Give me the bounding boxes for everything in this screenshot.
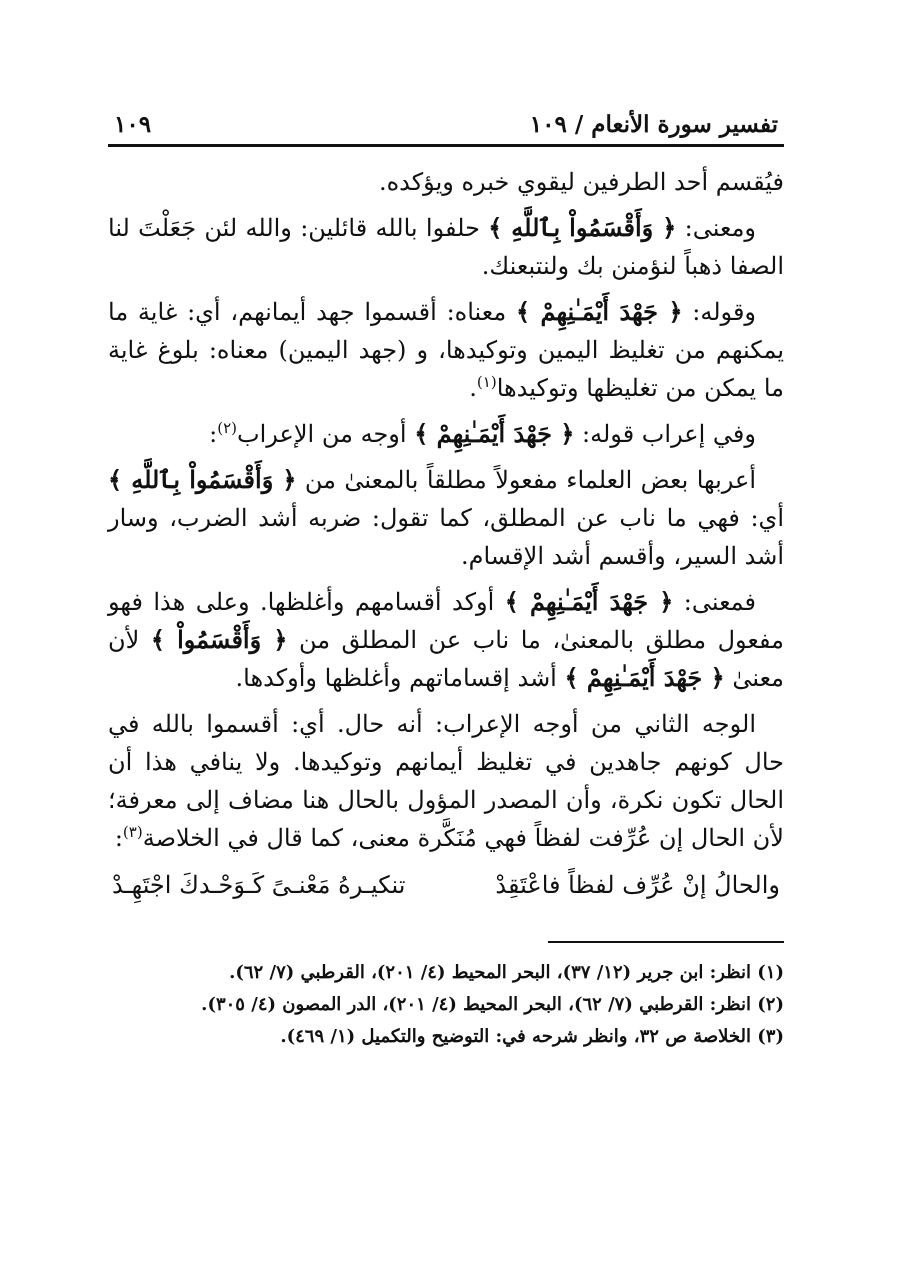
quran-quote: ﴿ جَهْدَ أَيْمَـٰنِهِمْ ﴾ xyxy=(414,419,575,448)
paragraph-text: وفي إعراب قوله: xyxy=(574,420,756,448)
verse-second-hemistich: تنكيـرهُ مَعْنـىً كَـوَحْـدكَ اجْتَهِـدْ xyxy=(112,871,406,899)
footnote: (٣) الخلاصة ص ٣٢، وانظر شرحه في: التوضيح والتكميل (١/ ٤٦٩). xyxy=(280,1026,784,1047)
footnote: (٢) انظر: القرطبي (٧/ ٦٢)، البحر المحيط (٤/ ٢٠١)، الدر المصون (٤/ ٣٠٥). xyxy=(201,994,784,1015)
footnote-ref: (١) xyxy=(476,373,497,391)
main-text xyxy=(108,163,784,857)
verse-first-hemistich: والحالُ إنْ عُرِّف لفظاً فاعْتَقِدْ xyxy=(495,871,780,899)
quran-quote: ﴿ وَأَقْسَمُواْ ﴾ xyxy=(150,625,288,654)
paragraph-text: معناه: أقسموا جهد أيمانهم، أي: غاية ما يمكنهم من تغليظ اليمين وتوكيدها، و (جهد اليمين) معناه: بلوغ غاية ما يمكن من تغليظها وتوكيدها xyxy=(108,298,784,402)
quran-quote: ﴿ جَهْدَ أَيْمَـٰنِهِمْ ﴾ xyxy=(504,587,674,616)
paragraph-text: فيُقسم أحد الطرفين ليقوي خبره ويؤكده. xyxy=(378,168,784,196)
paragraph-text: فمعنى: xyxy=(673,588,757,616)
paragraph-text: أوجه من الإعراب xyxy=(237,420,415,448)
paragraph xyxy=(108,163,784,201)
paragraph xyxy=(108,705,784,857)
quran-quote: ﴿ جَهْدَ أَيْمَـٰنِهِمْ ﴾ xyxy=(564,663,725,692)
footnote-ref: (٢) xyxy=(217,419,238,437)
header-title: تفسير سورة الأنعام / ١٠٩ xyxy=(529,111,778,138)
page xyxy=(108,98,784,1053)
paragraph-text: وقوله: xyxy=(682,298,757,326)
paragraph xyxy=(108,293,784,407)
quran-quote: ﴿ جَهْدَ أَيْمَـٰنِهِمْ ﴾ xyxy=(515,297,683,326)
paragraph-text: أي: فهي ما ناب عن المطلق، كما تقول: ضربه أشد الضرب، وسار أشد السير، وأقسم أشد الإقسام. xyxy=(108,504,784,570)
quran-quote: ﴿ وَأَقْسَمُواْ بِٱللَّهِ ﴾ xyxy=(108,465,297,494)
paragraph-text: أوكد أقسامهم وأغلظها. وعلى هذا فهو مفعول مطلق بالمعنىٰ، ما ناب عن المطلق من xyxy=(108,588,784,654)
footnote: (١) انظر: ابن جرير (١٢/ ٣٧)، البحر المحيط (٤/ ٢٠١)، القرطبي (٧/ ٦٢). xyxy=(229,962,784,983)
header-divider xyxy=(108,144,784,147)
paragraph xyxy=(108,461,784,575)
running-header xyxy=(108,98,784,138)
paragraph-text: . xyxy=(469,374,477,402)
page-number: ١٠٩ xyxy=(114,111,152,138)
paragraph xyxy=(108,583,784,697)
paragraph-text: أشد إقساماتهم وأغلظها وأوكدها. xyxy=(235,664,565,692)
footnote-ref: (٣) xyxy=(122,823,143,841)
footnotes xyxy=(108,957,784,1053)
paragraph-text: ومعنى: xyxy=(676,214,757,242)
paragraph-text: أعربها بعض العلماء مفعولاً مطلقاً بالمعنىٰ من xyxy=(296,466,756,494)
footnote-divider xyxy=(548,941,784,943)
paragraph-text: : xyxy=(209,420,218,448)
paragraph xyxy=(108,209,784,285)
paragraph-text: : xyxy=(114,824,123,852)
quran-quote: ﴿ وَأَقْسَمُواْ بِٱللَّهِ ﴾ xyxy=(488,213,677,242)
paragraph xyxy=(108,415,784,453)
paragraph-text: الوجه الثاني من أوجه الإعراب: أنه حال. أي: أقسموا بالله في حال كونهم جاهدين في تغليظ أيمانهم وتوكيدها. ولا ينافي هذا أن الحال تكون نكرة، وأن المصدر المؤول بالحال هنا مضاف إلى معرفة؛ لأن الحال إن عُرِّفت لفظاً فهي مُنَكَّرة معنى، كما قال في الخلاصة xyxy=(108,710,784,852)
poetry-verse xyxy=(108,871,784,899)
paragraph-text: لأن معنىٰ xyxy=(108,626,784,692)
paragraph-text: حلفوا بالله قائلين: والله لئن جَعَلْتَ لنا الصفا ذهباً لنؤمنن بك ولنتبعنك. xyxy=(108,214,784,280)
